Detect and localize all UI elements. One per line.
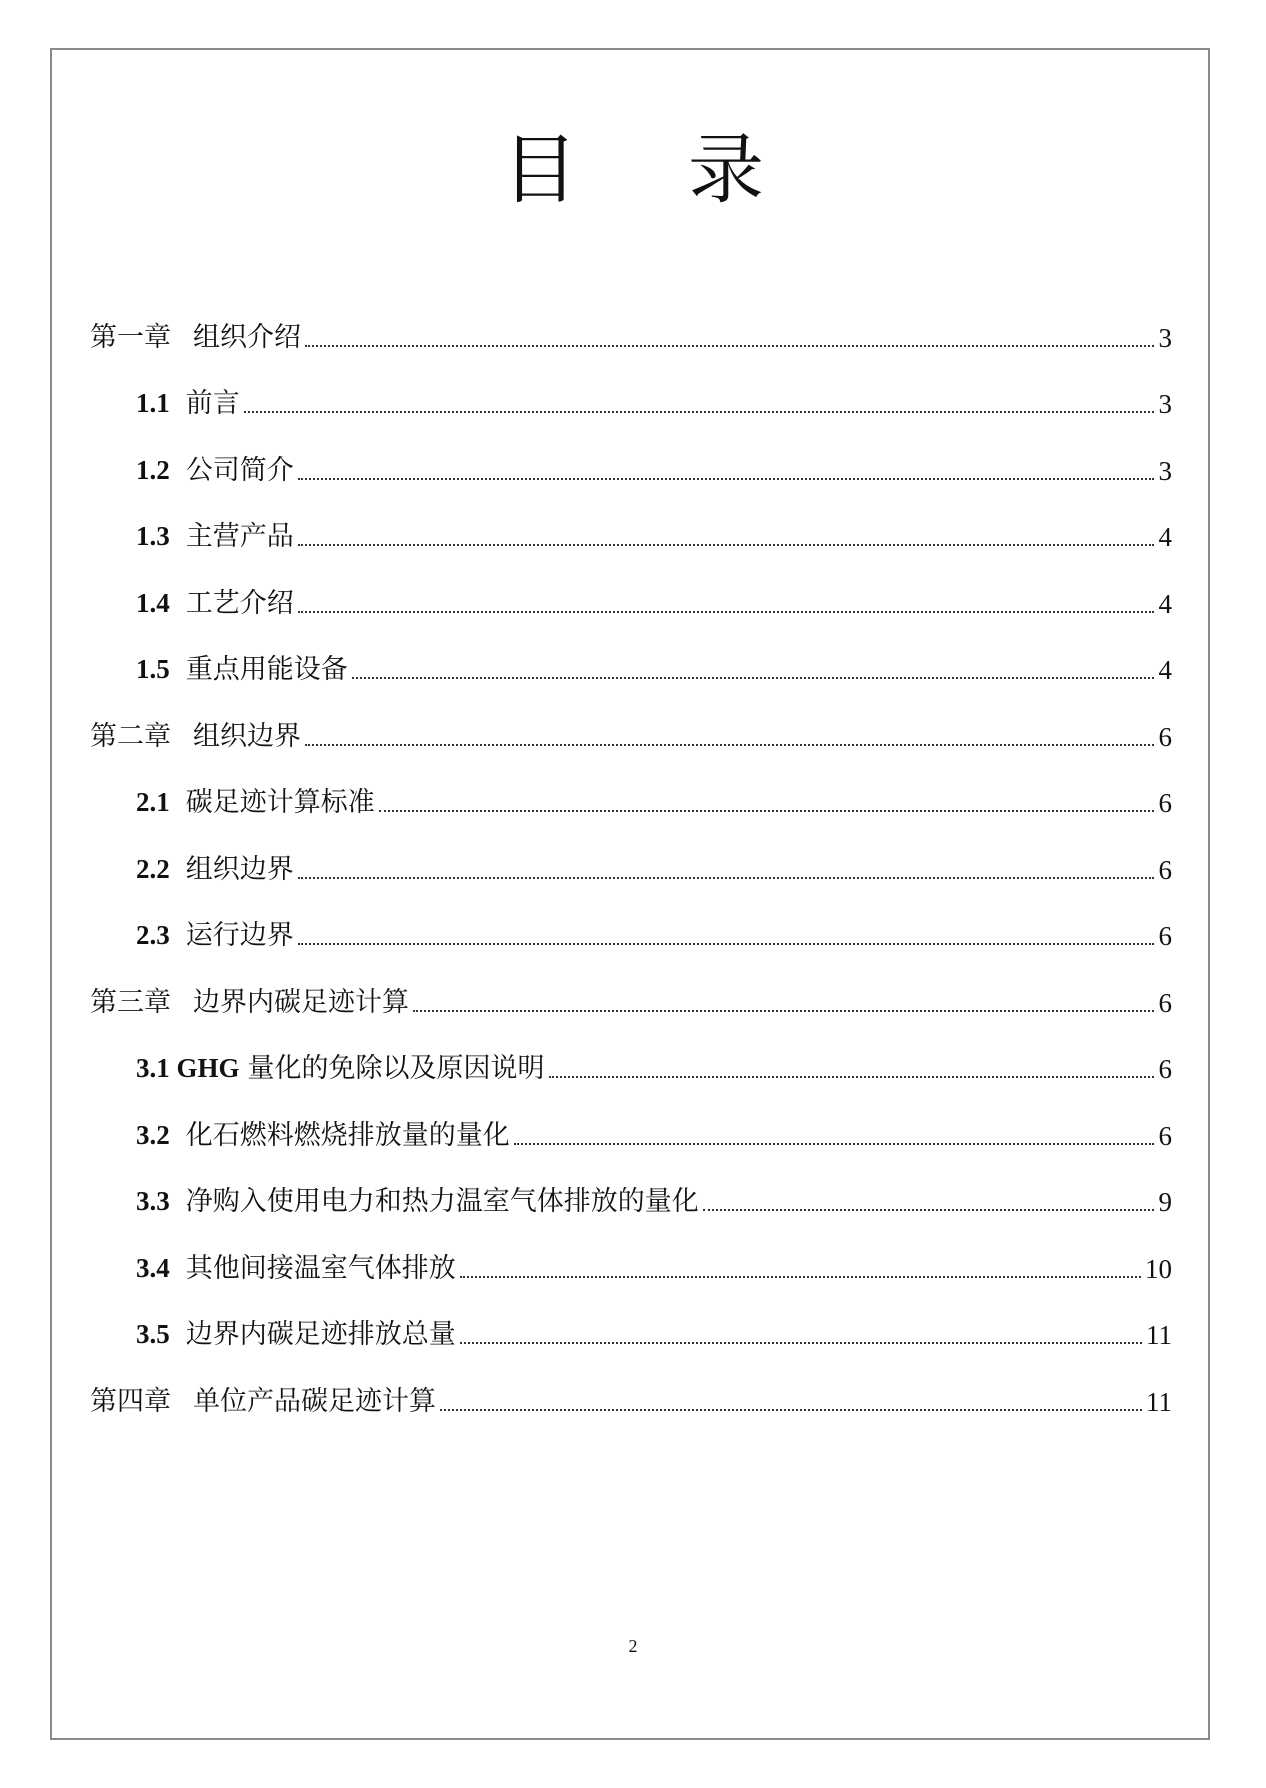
toc-entry-number: 1.2 bbox=[136, 454, 170, 485]
toc-entry-page: 6 bbox=[1158, 721, 1172, 752]
page-number: 2 bbox=[628, 1636, 638, 1656]
dot-leader bbox=[298, 478, 1154, 480]
toc-entry-page: 6 bbox=[1158, 1054, 1172, 1084]
toc-entry-name: 净购入使用电力和热力温室气体排放的量化 bbox=[185, 1186, 699, 1217]
toc-entry-page: 4 bbox=[1158, 522, 1172, 552]
dot-leader bbox=[298, 611, 1154, 613]
toc-entry-page: 4 bbox=[1158, 588, 1172, 619]
toc-entry-name: 公司简介 bbox=[185, 454, 294, 486]
toc-entry-name: 组织边界 bbox=[185, 853, 294, 885]
toc-entry-chapter-2[interactable] bbox=[90, 687, 1172, 754]
toc-entry-3-5[interactable] bbox=[90, 1286, 1172, 1353]
toc-entry-1-4[interactable] bbox=[90, 554, 1172, 621]
toc-entry-page: 11 bbox=[1146, 1320, 1172, 1350]
toc-entry-page: 6 bbox=[1158, 788, 1172, 818]
toc-entry-name: 化石燃料燃烧排放量的量化 bbox=[185, 1119, 510, 1151]
toc-entry-page: 3 bbox=[1158, 322, 1172, 353]
dot-leader bbox=[379, 810, 1154, 812]
dot-leader bbox=[352, 677, 1154, 679]
toc-entry-name: 边界内碳足迹排放总量 bbox=[185, 1319, 456, 1350]
toc-entry-page: 3 bbox=[1158, 389, 1172, 419]
toc-entry-number: 1.3 bbox=[136, 521, 170, 551]
toc-entry-number: 第二章 bbox=[90, 720, 171, 752]
toc-entry-name: 运行边界 bbox=[185, 920, 294, 951]
dot-leader bbox=[298, 544, 1154, 546]
toc-entry-name: 碳足迹计算标准 bbox=[185, 787, 375, 818]
toc-entry-2-1[interactable] bbox=[90, 754, 1172, 821]
toc-entry-number: 3.3 bbox=[136, 1186, 170, 1216]
toc-entry-page: 6 bbox=[1158, 1120, 1172, 1151]
toc-entry-name: 组织介绍 bbox=[193, 321, 301, 353]
toc-entry-number: 1.5 bbox=[136, 654, 170, 684]
toc-entry-page: 6 bbox=[1158, 987, 1172, 1018]
dot-leader bbox=[703, 1209, 1154, 1211]
toc-entry-name: 组织边界 bbox=[193, 720, 301, 752]
toc-entry-name: 主营产品 bbox=[185, 521, 294, 552]
toc-entry-number: 3.5 bbox=[136, 1319, 170, 1349]
toc-title-char-2: 录 bbox=[688, 125, 764, 214]
toc-entry-page: 9 bbox=[1158, 1187, 1172, 1217]
toc-entry-page: 3 bbox=[1158, 455, 1172, 486]
toc-entry-chapter-3[interactable] bbox=[90, 953, 1172, 1020]
toc-entry-3-3[interactable] bbox=[90, 1153, 1172, 1220]
toc-entry-page: 6 bbox=[1158, 854, 1172, 885]
toc-entry-1-2[interactable] bbox=[90, 421, 1172, 488]
toc-entry-name: 单位产品碳足迹计算 bbox=[193, 1385, 436, 1417]
toc-entry-number: 第四章 bbox=[90, 1385, 171, 1417]
toc-entry-number: 2.2 bbox=[136, 853, 170, 884]
dot-leader bbox=[460, 1276, 1141, 1278]
toc-entry-3-4[interactable] bbox=[90, 1219, 1172, 1286]
dot-leader bbox=[413, 1010, 1154, 1012]
toc-entry-3-2[interactable] bbox=[90, 1086, 1172, 1153]
dot-leader bbox=[244, 411, 1154, 413]
dot-leader bbox=[549, 1076, 1154, 1078]
dot-leader bbox=[305, 345, 1154, 347]
dot-leader bbox=[460, 1342, 1142, 1344]
dot-leader bbox=[298, 943, 1154, 945]
toc-entry-number: 3.2 bbox=[136, 1119, 170, 1150]
toc-entry-number: 3.4 bbox=[136, 1252, 170, 1283]
toc-entry-name: 工艺介绍 bbox=[185, 587, 294, 619]
toc-entry-page: 6 bbox=[1158, 921, 1172, 951]
dot-leader bbox=[514, 1143, 1154, 1145]
toc-title-char-1: 目 bbox=[502, 125, 578, 214]
toc-entry-chapter-4[interactable] bbox=[90, 1352, 1172, 1419]
toc-list bbox=[90, 288, 1172, 1419]
toc-entry-page: 4 bbox=[1158, 655, 1172, 685]
toc-entry-number: 1.4 bbox=[136, 587, 170, 618]
toc-entry-page: 11 bbox=[1146, 1386, 1172, 1417]
toc-entry-chapter-1[interactable] bbox=[90, 288, 1172, 355]
toc-entry-number: 2.3 bbox=[136, 920, 170, 950]
toc-entry-number: 第三章 bbox=[90, 986, 171, 1018]
toc-entry-3-1[interactable] bbox=[90, 1020, 1172, 1087]
toc-entry-name: 其他间接温室气体排放 bbox=[185, 1252, 456, 1284]
toc-entry-name: 边界内碳足迹计算 bbox=[193, 986, 409, 1018]
toc-entry-number: 第一章 bbox=[90, 321, 171, 353]
toc-entry-number: 1.1 bbox=[136, 388, 170, 418]
toc-entry-1-1[interactable] bbox=[90, 355, 1172, 422]
toc-entry-number: 2.1 bbox=[136, 787, 170, 817]
toc-entry-name: 量化的免除以及原因说明 bbox=[247, 1053, 545, 1084]
dot-leader bbox=[298, 877, 1154, 879]
toc-entry-number: 3.1 GHG bbox=[136, 1053, 240, 1083]
toc-entry-page: 10 bbox=[1145, 1253, 1172, 1284]
toc-title bbox=[0, 120, 1266, 220]
toc-entry-2-3[interactable] bbox=[90, 887, 1172, 954]
toc-entry-1-3[interactable] bbox=[90, 488, 1172, 555]
toc-entry-name: 重点用能设备 bbox=[185, 654, 348, 685]
toc-entry-name: 前言 bbox=[185, 388, 240, 419]
dot-leader bbox=[440, 1409, 1142, 1411]
toc-entry-1-5[interactable] bbox=[90, 621, 1172, 688]
dot-leader bbox=[305, 744, 1154, 746]
toc-entry-2-2[interactable] bbox=[90, 820, 1172, 887]
